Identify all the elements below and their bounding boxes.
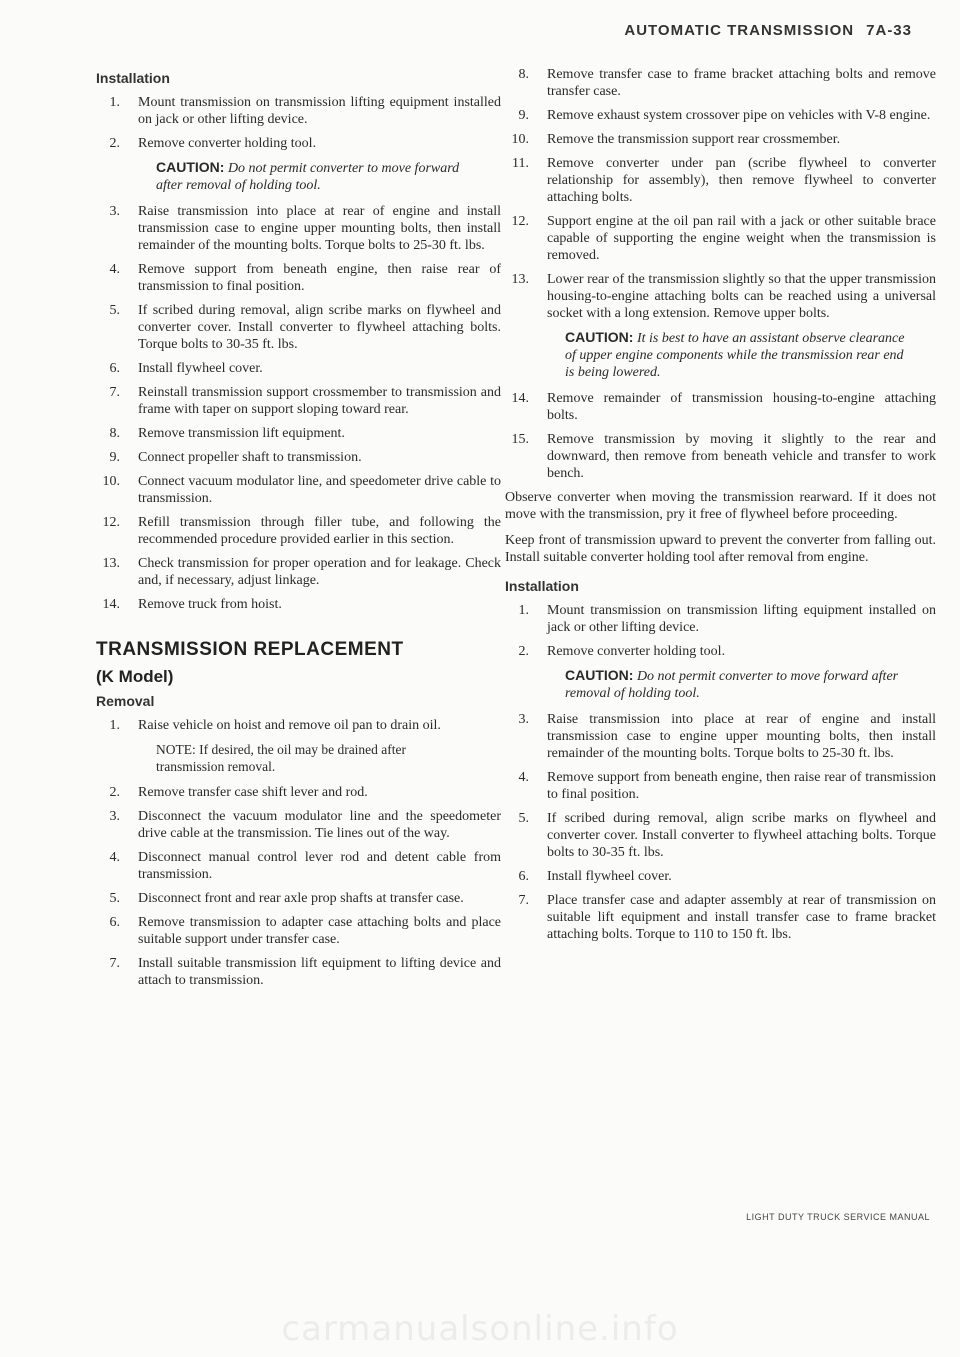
page-number: 7A-33 [866, 22, 912, 39]
caution-text: It is best to have an assistant observe clearance of upper engine components while the transmission rear end is being lowered. [565, 331, 905, 380]
step-text: Mount transmission on transmission lifting equipment installed on jack or other lifting device. [138, 95, 501, 127]
step-number: 2. [109, 785, 120, 800]
step-number: 6. [518, 869, 529, 884]
step-number: 5. [109, 891, 120, 906]
step-number: 13. [102, 556, 120, 571]
left-column [96, 66, 501, 996]
step-item [96, 717, 501, 734]
step-text: Lower rear of the transmission slightly so that the upper transmission housing-to-engine attaching bolts can be reached using a universal socket with a long extension. Remove upper bolts. [547, 272, 936, 321]
caution-text: Do not permit converter to move forward after removal of holding tool. [156, 161, 460, 193]
removal-steps-list [96, 717, 501, 734]
installation-heading: Installation [505, 578, 579, 594]
step-text: Remove converter holding tool. [547, 644, 726, 659]
step-number: 4. [518, 770, 529, 785]
step-item [96, 914, 501, 948]
caution-note [565, 329, 906, 381]
step-text: Remove transmission by moving it slightly to the rear and downward, then remove from beneath vehicle and transfer to work bench. [547, 432, 936, 481]
step-item [96, 360, 501, 377]
step-item [505, 810, 936, 861]
step-item [96, 890, 501, 907]
paragraph: Keep front of transmission upward to prevent the converter from falling out. Install suitable converter holding tool after removal from engine. [505, 533, 936, 565]
step-number: 7. [518, 893, 529, 908]
step-text: Remove truck from hoist. [138, 597, 282, 612]
step-item [96, 302, 501, 353]
step-item [96, 596, 501, 613]
step-item [96, 203, 501, 254]
step-number: 10. [511, 132, 529, 147]
step-item [505, 711, 936, 762]
step-item [96, 555, 501, 589]
step-text: Mount transmission on transmission lifting equipment installed on jack or other lifting device. [547, 603, 936, 635]
step-text: If scribed during removal, align scribe marks on flywheel and converter cover. Install converter to flywheel attaching bolts. Torque bolts to 30-35 ft. lbs. [547, 811, 936, 860]
step-item [505, 643, 936, 660]
step-text: Remove remainder of transmission housing-to-engine attaching bolts. [547, 391, 936, 423]
step-item [505, 431, 936, 482]
step-item [96, 784, 501, 801]
step-item [96, 473, 501, 507]
step-item [505, 213, 936, 264]
step-item [505, 66, 936, 100]
step-number: 7. [109, 385, 120, 400]
step-item [505, 892, 936, 943]
step-text: Remove exhaust system crossover pipe on vehicles with V-8 engine. [547, 108, 931, 123]
step-item [96, 808, 501, 842]
step-text: Support engine at the oil pan rail with a jack or other suitable brace capable of supporting the engine weight when the transmission is removed. [547, 214, 936, 263]
step-number: 6. [109, 361, 120, 376]
step-text: Remove converter holding tool. [138, 136, 317, 151]
step-number: 15. [511, 432, 529, 447]
step-number: 6. [109, 915, 120, 930]
step-number: 14. [102, 597, 120, 612]
step-number: 7. [109, 956, 120, 971]
step-text: Connect propeller shaft to transmission. [138, 450, 362, 465]
installation-steps-list [505, 711, 936, 943]
step-number: 3. [109, 809, 120, 824]
right-column [505, 66, 936, 950]
watermark: carmanualsonline.info [281, 1309, 679, 1349]
step-number: 4. [109, 262, 120, 277]
step-item [505, 131, 936, 148]
step-number: 9. [518, 108, 529, 123]
caution-note [565, 667, 906, 702]
note: NOTE: If desired, the oil may be drained after transmission removal. [156, 742, 407, 774]
step-item [96, 135, 501, 152]
removal-steps-list [505, 390, 936, 482]
section-model: (K Model) [96, 667, 174, 686]
page-header [624, 22, 912, 39]
step-text: Disconnect the vacuum modulator line and the speedometer drive cable at the transmission. Tie lines out of the way. [138, 809, 501, 841]
step-number: 12. [102, 515, 120, 530]
caution-note [156, 159, 471, 194]
step-item [96, 955, 501, 989]
step-text: Refill transmission through filler tube, and following the recommended procedure provided earlier in this section. [138, 515, 501, 547]
step-item [505, 271, 936, 322]
removal-heading: Removal [96, 693, 155, 709]
step-number: 3. [109, 204, 120, 219]
step-item [96, 384, 501, 418]
removal-steps-list [96, 784, 501, 989]
step-text: Install flywheel cover. [138, 361, 263, 376]
step-text: Disconnect front and rear axle prop shafts at transfer case. [138, 891, 464, 906]
step-number: 1. [109, 718, 120, 733]
caution-label: CAUTION: [565, 329, 634, 345]
caution-text: Do not permit converter to move forward after removal of holding tool. [565, 669, 899, 701]
step-text: Remove support from beneath engine, then raise rear of transmission to final position. [547, 770, 936, 802]
step-number: 3. [518, 712, 529, 727]
step-text: Remove transmission lift equipment. [138, 426, 345, 441]
step-text: Reinstall transmission support crossmember to transmission and frame with taper on support sloping toward rear. [138, 385, 501, 417]
step-text: If scribed during removal, align scribe marks on flywheel and converter cover. Install converter to flywheel attaching bolts. Torque bolts to 30-35 ft. lbs. [138, 303, 501, 352]
step-text: Raise vehicle on hoist and remove oil pan to drain oil. [138, 718, 441, 733]
step-number: 1. [109, 95, 120, 110]
step-text: Remove transfer case to frame bracket attaching bolts and remove transfer case. [547, 67, 936, 99]
step-text: Raise transmission into place at rear of engine and install transmission case to engine upper mounting bolts, then install remainder of the mounting bolts. Torque bolts to 25-30 ft. lbs. [138, 204, 501, 253]
step-item [96, 449, 501, 466]
step-text: Remove transfer case shift lever and rod. [138, 785, 368, 800]
step-text: Remove converter under pan (scribe flywheel to converter relationship for assembly), then remove flywheel to converter attaching bolts. [547, 156, 936, 205]
step-text: Connect vacuum modulator line, and speedometer drive cable to transmission. [138, 474, 501, 506]
step-number: 10. [102, 474, 120, 489]
step-item [505, 769, 936, 803]
step-item [96, 514, 501, 548]
step-number: 8. [109, 426, 120, 441]
step-item [505, 602, 936, 636]
step-number: 9. [109, 450, 120, 465]
step-number: 8. [518, 67, 529, 82]
chapter-title: AUTOMATIC TRANSMISSION [624, 22, 855, 39]
step-number: 2. [518, 644, 529, 659]
manual-footer: LIGHT DUTY TRUCK SERVICE MANUAL [746, 1212, 930, 1222]
installation-heading: Installation [96, 70, 170, 86]
section-title: TRANSMISSION REPLACEMENT [96, 639, 404, 660]
paragraph: Observe converter when moving the transmission rearward. If it does not move with the transmission, pry it free of flywheel before proceeding. [505, 490, 936, 522]
caution-label: CAUTION: [156, 159, 225, 175]
step-text: Disconnect manual control lever rod and detent cable from transmission. [138, 850, 501, 882]
step-text: Remove transmission to adapter case attaching bolts and place suitable support under transfer case. [138, 915, 501, 947]
installation-steps-list [96, 94, 501, 152]
installation-steps-list [96, 203, 501, 613]
step-item [505, 390, 936, 424]
step-number: 5. [518, 811, 529, 826]
step-number: 14. [511, 391, 529, 406]
step-item [96, 849, 501, 883]
step-item [505, 107, 936, 124]
step-item [505, 155, 936, 206]
removal-steps-list [505, 66, 936, 322]
step-text: Remove the transmission support rear crossmember. [547, 132, 841, 147]
step-text: Check transmission for proper operation and for leakage. Check and, if necessary, adjust linkage. [138, 556, 501, 588]
step-number: 4. [109, 850, 120, 865]
installation-steps-list [505, 602, 936, 660]
caution-label: CAUTION: [565, 667, 634, 683]
step-number: 13. [511, 272, 529, 287]
step-number: 2. [109, 136, 120, 151]
step-item [96, 94, 501, 128]
step-number: 12. [511, 214, 529, 229]
step-item [96, 261, 501, 295]
step-text: Install suitable transmission lift equipment to lifting device and attach to transmission. [138, 956, 501, 988]
step-text: Remove support from beneath engine, then raise rear of transmission to final position. [138, 262, 501, 294]
step-text: Raise transmission into place at rear of engine and install transmission case to engine upper mounting bolts, then install remainder of the mounting bolts. Torque bolts to 25-30 ft. lbs. [547, 712, 936, 761]
step-item [505, 868, 936, 885]
step-number: 5. [109, 303, 120, 318]
step-item [96, 425, 501, 442]
step-number: 11. [512, 156, 529, 171]
step-text: Install flywheel cover. [547, 869, 672, 884]
step-text: Place transfer case and adapter assembly at rear of transmission on suitable lift equipment and install transfer case to frame bracket attaching bolts. Torque to 110 to 150 ft. lbs. [547, 893, 936, 942]
step-number: 1. [518, 603, 529, 618]
